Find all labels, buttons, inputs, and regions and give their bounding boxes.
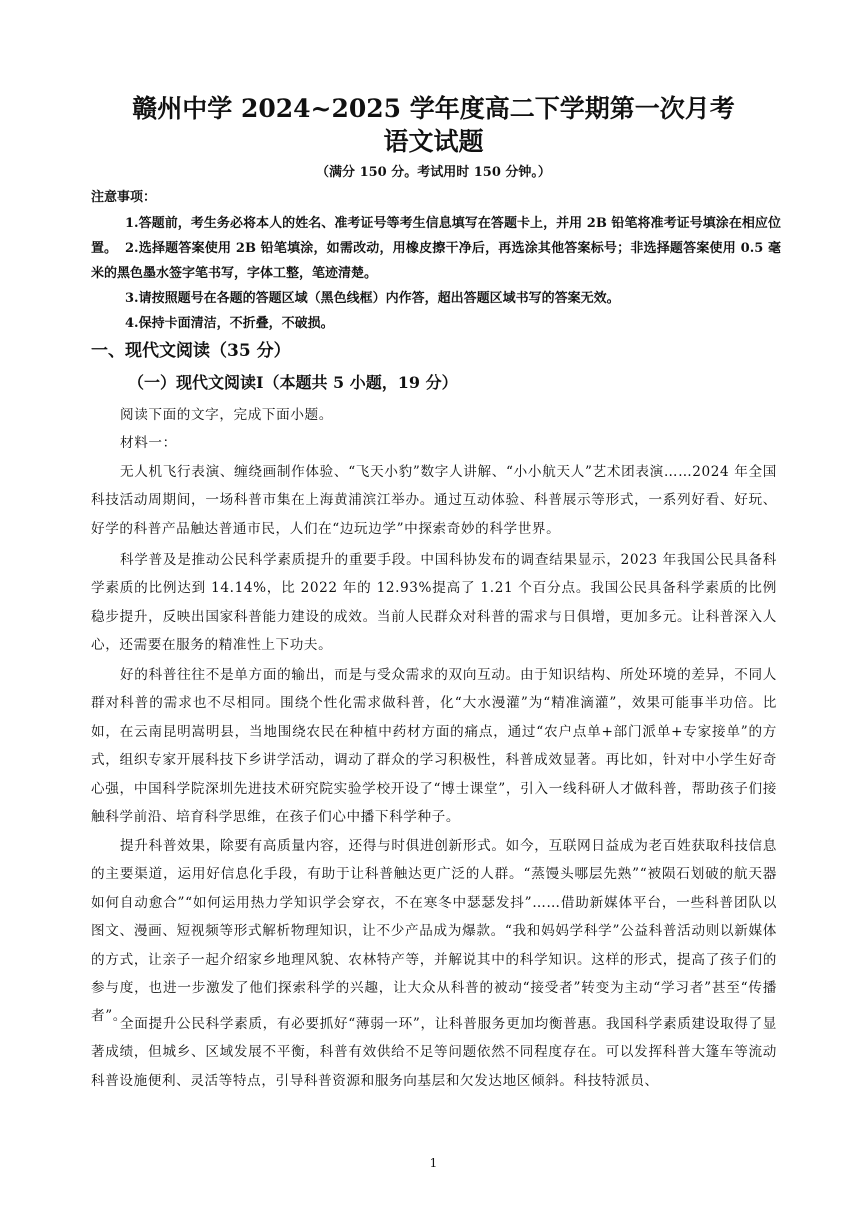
notice-item-4: 4.保持卡面清洁，不折叠，不破损。	[125, 316, 334, 331]
page-number: 1	[429, 1156, 438, 1170]
notice-heading: 注意事项：	[91, 190, 157, 205]
passage-paragraph-3: 好的科普往往不是单方面的输出，而是与受众需求的双向互动。由于知识结构、所处环境的差异，不同人群对科普的需求也不尽相同。围绕个性化需求做科普，化“大水漫灌”为“精准滴灌”，效果可能事半功倍。比如，在云南昆明嵩明县，当地围绕农民在种植中药材方面的痛点，通过“农户点单+部门派单+专家接单”的方式，组织专家开展科技下乡讲学活动，调动了群众的学习积极性，科普成效显著。再比如，针对中小学生好奇心强，中国科学院深圳先进技术研究院实验学校开设了“博士课堂”，引入一线科研人才做科普，帮助孩子们接触科学前沿、培育科学思维，在孩子们心中播下科学种子。	[91, 667, 777, 826]
exam-title: 赣州中学 2024~2025 学年度高二下学期第一次月考	[132, 94, 735, 123]
notice-item-2: 2.选择题答案使用 2B 铅笔填涂，如需改动，用橡皮擦干净后，再选涂其他答案标号；非选择题答案使用 0.5 毫米的黑色墨水签字笔书写，字体工整，笔迹清楚。	[91, 241, 781, 281]
passage-paragraph-4: 提升科普效果，除要有高质量内容，还得与时俱进创新形式。如今，互联网日益成为老百姓获取科技信息的主要渠道，运用好信息化手段，有助于让科普触达更广泛的人群。“蒸馒头哪层先熟”“被陨石划破的航天器如何自动愈合”“如何运用热力学知识学会穿衣，不在寒冬中瑟瑟发抖”……借助新媒体平台，一些科普团队以图文、漫画、短视频等形式解析物理知识，让不少产品成为爆款。“我和妈妈学科学”公益科普活动则以新媒体的方式，让亲子一起介绍家乡地理风貌、农林特产等，并解说其中的科学知识。这样的形式，提高了孩子们的参与度，也进一步激发了他们探索科学的兴趣，让大众从科普的被动“接受者”转变为主动“学习者”甚至“传播者”。	[91, 838, 777, 1025]
material-label: 材料一：	[120, 435, 177, 451]
passage-paragraph-2: 科学普及是推动公民科学素质提升的重要手段。中国科协发布的调查结果显示，2023 年我国公民具备科学素质的比例达到 14.14%，比 2022 年的 12.93%提高了 1.21 个百分点。我国公民具备科学素质的比例稳步提升，反映出国家科普能力建设的成效。当前人民群众对科普的需求与日俱增，更加多元。让科普深入人心，还需要在服务的精准性上下功夫。	[91, 552, 777, 654]
passage-paragraph-1: 无人机飞行表演、缠绕画制作体验、“飞天小豹”数字人讲解、“小小航天人”艺术团表演……2024 年全国科技活动周期间，一场科普市集在上海黄浦滨江举办。通过互动体验、科普展示等形式，一系列好看、好玩、好学的科普产品触达普通市民，人们在“边玩边学”中探索奇妙的科学世界。	[91, 464, 777, 537]
exam-subject-title: 语文试题	[383, 127, 484, 156]
exam-score-time-note: （满分 150 分。考试用时 150 分钟。）	[316, 165, 551, 180]
subsection-heading: （一）现代文阅读I（本题共 5 小题，19 分）	[128, 373, 458, 392]
reading-instruction: 阅读下面的文字，完成下面小题。	[120, 407, 333, 423]
section-heading: 一、现代文阅读（35 分）	[91, 341, 291, 361]
passage-paragraph-5: 全面提升公民科学素质，有必要抓好“薄弱一环”，让科普服务更加均衡普惠。我国科学素质建设取得了显著成绩，但城乡、区域发展不平衡，科普有效供给不足等问题依然不同程度存在。可以发挥科普大篷车等流动科普设施便利、灵活等特点，引导科普资源和服务向基层和欠发达地区倾斜。科技特派员、	[91, 1016, 777, 1089]
notice-item-3: 3.请按照题号在各题的答题区域（黑色线框）内作答，超出答题区域书写的答案无效。	[125, 291, 620, 306]
notice-item-1: 1.答题前，考生务必将本人的姓名、准考证号等考生信息填写在答题卡上，并用 2B 铅笔将准考证号填涂在相应位置。	[91, 216, 781, 256]
